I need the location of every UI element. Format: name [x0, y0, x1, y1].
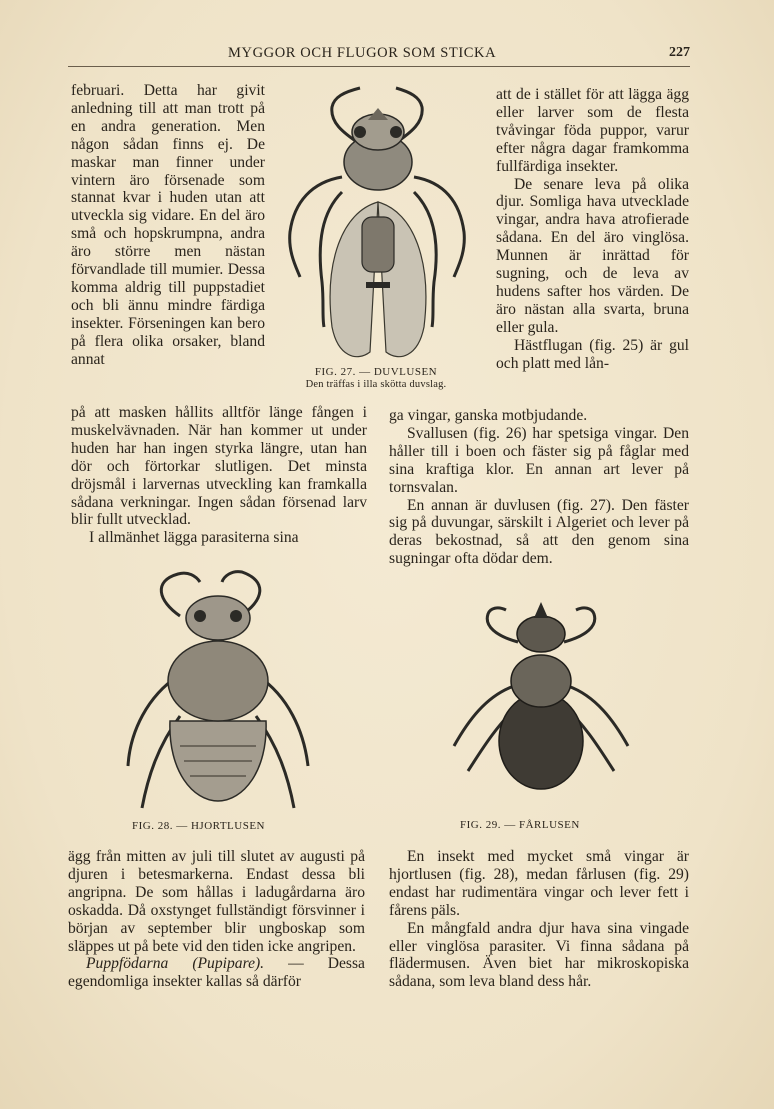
- text-column-left-wide: [71, 404, 367, 547]
- paragraph: [68, 955, 365, 991]
- paragraph: att de i stället för att lägga ägg eller larver som de flesta tvåvingar föda puppor, varur efter några dagar framkomma fullfärdiga insekter.: [496, 86, 689, 175]
- paragraph: februari. Detta har givit anledning till att man trott på en andra generation. Men någon sådan finns ej. De maskar man finner under vintern äro försenade som stannat kvar i huden utan att utveckla sig vidare. En del äro små och hopskrumpna, andra äro större men nästan förvandlade till mumier. Dessa komma aldrig till puppstadiet och bli ännu mindre färdiga insekter. Förseningen kan bero på flera olika orsaker, bland annat: [71, 82, 265, 368]
- text-column-left-bottom: [68, 848, 365, 991]
- header-rule: [68, 66, 690, 67]
- section-heading: Puppfödarna (Pupipare).: [86, 955, 265, 973]
- paragraph: ga vingar, ganska motbjudande.: [389, 407, 588, 424]
- paragraph: En annan är duvlusen (fig. 27). Den fäster sig på duvungar, särskilt i Algeriet och lever på deras bekostnad, så att den genom sina sugningar ofta dödar dem.: [389, 496, 689, 568]
- paragraph: En mångfald andra djur hava sina vingade eller vinglösa parasiter. Vi finna sådana på flädermusen. Även biet har mikroskopiska sådana, som leva bland dess hår.: [389, 919, 689, 991]
- paragraph: De senare leva på olika djur. Somliga hava utvecklade vingar, andra hava atrofierade sådana. En del äro vinglösa. Munnen är inrättad för sugning, och de leva av hudens safter hos värden. De äro nästan alla svarta, bruna eller gula.: [496, 175, 689, 336]
- figure-28-deer-louse-illustration: [118, 566, 318, 816]
- text-column-left-top: [71, 82, 265, 369]
- figure-27-pigeon-louse-illustration: [282, 82, 472, 367]
- paragraph-text: — Dessa egendomliga insekter kallas så därför: [68, 955, 365, 991]
- text-column-right-top: [496, 86, 689, 373]
- text-column-mid-wide: [389, 407, 689, 568]
- figure-27-caption: [276, 366, 476, 390]
- running-title: MYGGOR OCH FLUGOR SOM STICKA: [228, 45, 497, 61]
- text-column-right-bottom: [389, 848, 689, 991]
- paragraph: Svallusen (fig. 26) har spetsiga vingar. Den håller till i boen och fäster sig på fåglar med sina kraftiga klor. En annan art lever på tornsvalan.: [389, 424, 689, 496]
- figure-29-caption: [460, 819, 630, 831]
- page-number: 227: [669, 45, 690, 60]
- paragraph: ägg från mitten av juli till slutet av augusti på djuren i betesmarkerna. Endast dessa bli angripna. De som hållas i ladugårdarna äro oskadda. Då oxstynget fullständigt försvinner i början av september blir ungboskap som släppes ut på bete vid den tiden icke angripen.: [68, 848, 365, 955]
- paragraph: En insekt med mycket små vingar är hjortlusen (fig. 28), medan fårlusen (fig. 29) endast har rudimentära vingar och lever fett i fårens päls.: [389, 848, 689, 919]
- running-header: [68, 45, 690, 67]
- paragraph: på att masken hållits alltför länge fången i muskelvävnaden. När han kommer ut under huden har han ingen styrka längre, utan han dör och förtorkar slutligen. Det minsta dröjsmål i larvernas utveckling kan framkalla sådana verkningar. Ingen sådan försenad larv blir fullt utvecklad.: [71, 404, 367, 529]
- paragraph: I allmänhet lägga parasiterna sina: [89, 529, 299, 547]
- figure-28-caption: [132, 820, 312, 832]
- figure-29-sheep-ked-illustration: [446, 596, 636, 796]
- paragraph: Hästflugan (fig. 25) är gul och platt med lån-: [496, 336, 689, 372]
- figure-27-subcaption: Den träffas i illa skötta duvslag.: [305, 379, 447, 390]
- figure-29-title: FIG. 29. — FÅRLUSEN: [460, 819, 580, 831]
- figure-27-title: FIG. 27. — DUVLUSEN: [314, 366, 438, 378]
- figure-28-title: FIG. 28. — HJORTLUSEN: [132, 820, 265, 832]
